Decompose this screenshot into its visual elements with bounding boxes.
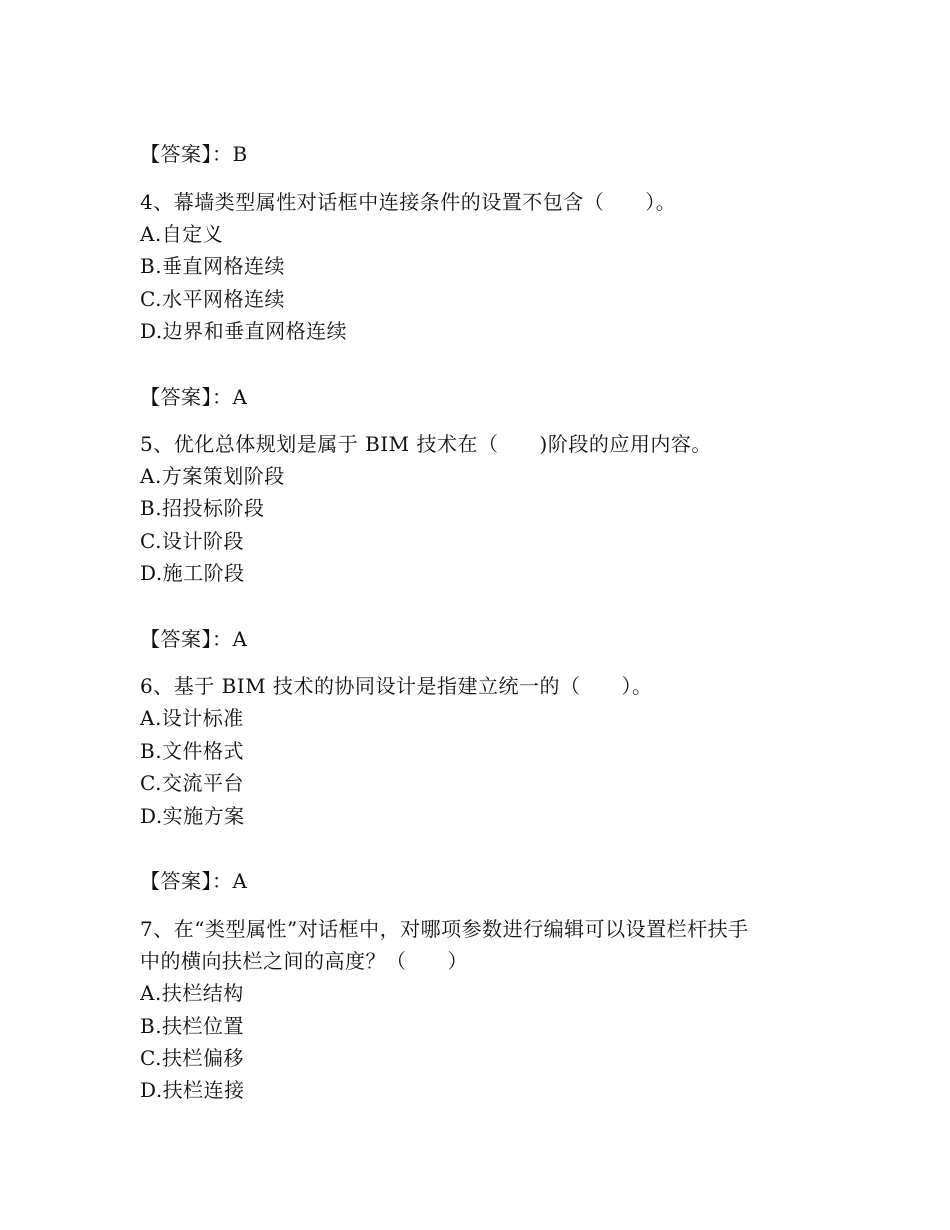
option-4b: B.垂直网格连续 (140, 254, 286, 278)
option-5d: D.施工阶段 (140, 561, 245, 585)
question-5: 5、优化总体规划是属于 BIM 技术在（ )阶段的应用内容。 (140, 432, 712, 456)
answer-q3: 【答案】：B (140, 142, 248, 166)
question-7-line-2: 中的横向扶栏之间的高度？（ ） (140, 949, 468, 973)
option-7c: C.扶栏偏移 (140, 1046, 244, 1070)
option-5c: C.设计阶段 (140, 529, 244, 553)
option-7a: A.扶栏结构 (140, 981, 244, 1005)
question-7-line-1: 7、在“类型属性”对话框中，对哪项参数进行编辑可以设置栏杆扶手 (140, 917, 749, 941)
option-5b: B.招投标阶段 (140, 496, 265, 520)
option-4a: A.自定义 (140, 222, 224, 246)
option-6c: C.交流平台 (140, 771, 244, 795)
option-4d: D.边界和垂直网格连续 (140, 319, 348, 343)
question-4: 4、幕墙类型属性对话框中连接条件的设置不包含（ ）。 (140, 190, 677, 214)
answer-q4: 【答案】：A (140, 385, 248, 409)
option-4c: C.水平网格连续 (140, 287, 285, 311)
answer-q5: 【答案】：A (140, 627, 248, 651)
option-6a: A.设计标准 (140, 706, 244, 730)
answer-q6: 【答案】：A (140, 869, 248, 893)
option-5a: A.方案策划阶段 (140, 464, 285, 488)
option-7b: B.扶栏位置 (140, 1014, 245, 1038)
question-6: 6、基于 BIM 技术的协同设计是指建立统一的（ ）。 (140, 674, 653, 698)
option-7d: D.扶栏连接 (140, 1078, 245, 1102)
option-6b: B.文件格式 (140, 739, 245, 763)
option-6d: D.实施方案 (140, 804, 245, 828)
